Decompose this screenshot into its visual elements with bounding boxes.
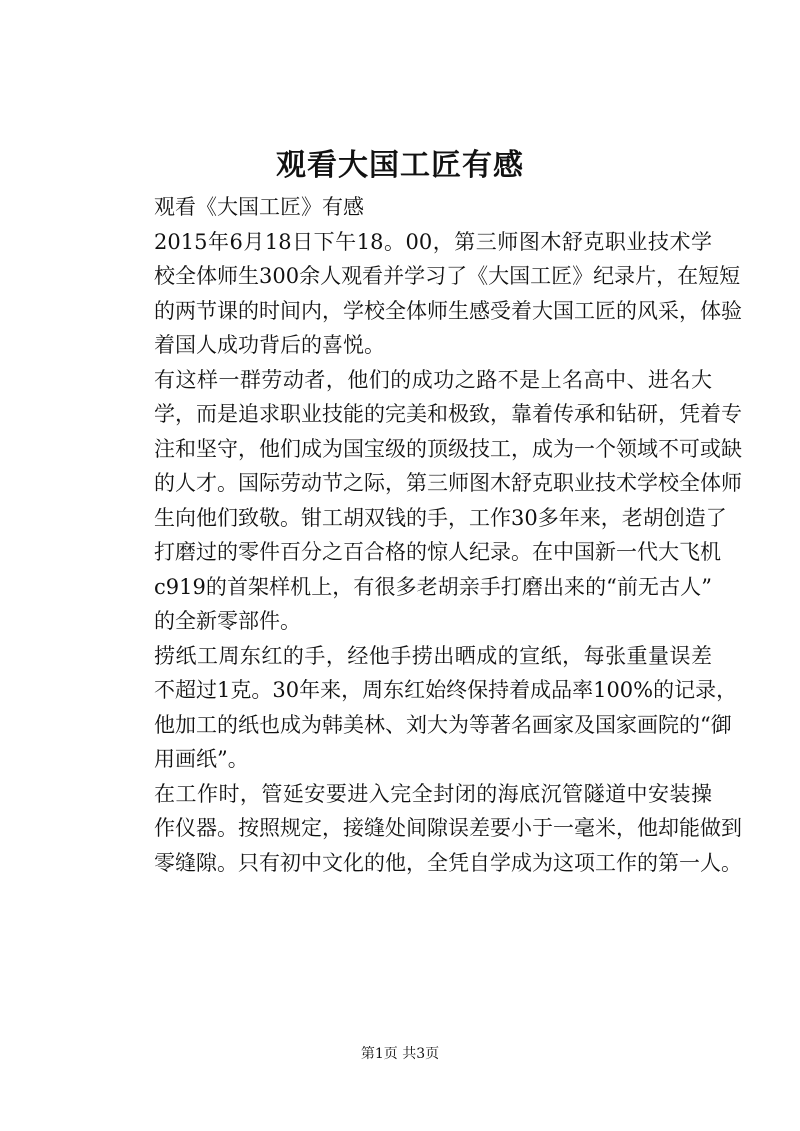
- text-line: 学，而是追求职业技能的完美和极致，靠着传承和钻研，凭着专: [154, 402, 742, 426]
- page-number: 第1页 共3页: [360, 1046, 440, 1062]
- text-line: 着国人成功背后的喜悦。: [154, 333, 385, 357]
- paragraph-subtitle: [112, 190, 712, 225]
- paragraph-paper-maker: [112, 639, 738, 777]
- text-line: 有这样一群劳动者，他们的成功之路不是上名高中、进名大: [154, 367, 712, 392]
- text-line: 用画纸”。: [154, 747, 249, 771]
- text-line: 他加工的纸也成为韩美林、刘大为等著名画家及国家画院的“御: [154, 712, 732, 737]
- text-line: 生向他们致敬。钳工胡双钱的手，工作30多年来，老胡创造了: [154, 505, 727, 530]
- text-line: 捞纸工周东红的手，经他手捞出晒成的宣纸，每张重量误差: [154, 643, 712, 668]
- document-body: [112, 190, 742, 880]
- text-line: 观看《大国工匠》有感: [154, 195, 364, 219]
- paragraph-intro: [112, 225, 742, 363]
- text-line: 校全体师生300余人观看并学习了《大国工匠》纪录片，在短短: [154, 264, 741, 288]
- text-line: c919的首架样机上，有很多老胡亲手打磨出来的“前无古人”: [154, 574, 712, 599]
- paragraph-workers: [112, 363, 742, 639]
- text-line: 的全新零部件。: [154, 609, 301, 633]
- text-line: 在工作时，管延安要进入完全封闭的海底沉管隧道中安装操: [154, 781, 712, 806]
- text-line: 作仪器。按照规定，接缝处间隙误差要小于一毫米，他却能做到: [154, 816, 742, 840]
- text-line: 注和坚守，他们成为国宝级的顶级技工，成为一个领域不可或缺: [154, 436, 742, 461]
- paragraph-diver: [112, 777, 742, 881]
- text-line: 2015年6月18日下午18。00，第三师图木舒克职业技术学: [154, 229, 712, 254]
- text-line: 的人才。国际劳动节之际，第三师图木舒克职业技术学校全体师: [154, 471, 742, 495]
- text-line: 零缝隙。只有初中文化的他，全凭自学成为这项工作的第一人。: [154, 850, 742, 875]
- document-title: 观看大国工匠有感: [276, 148, 524, 183]
- text-line: 不超过1克。30年来，周东红始终保持着成品率100%的记录，: [154, 678, 738, 702]
- text-line: 的两节课的时间内，学校全体师生感受着大国工匠的风采，体验: [154, 298, 742, 323]
- text-line: 打磨过的零件百分之百合格的惊人纪录。在中国新一代大飞机: [154, 540, 721, 564]
